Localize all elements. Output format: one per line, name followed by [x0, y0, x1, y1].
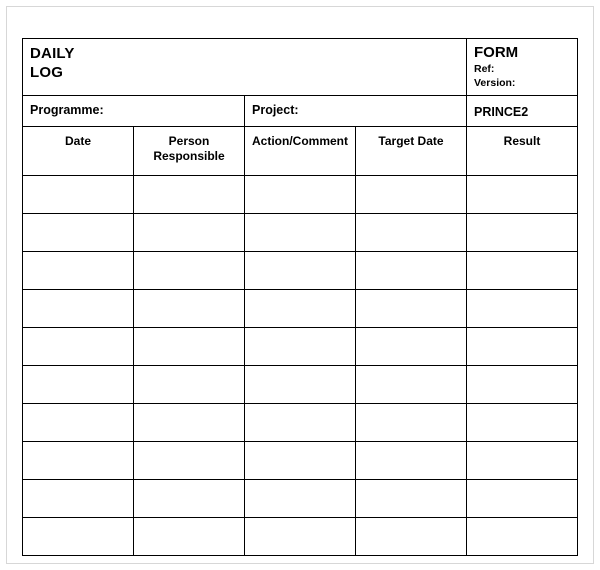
project-field[interactable] [245, 96, 467, 127]
programme-label: Programme: [30, 103, 104, 117]
cell-result[interactable] [467, 214, 578, 252]
cell-date[interactable] [23, 176, 134, 214]
cell-date[interactable] [23, 252, 134, 290]
table-header-row [23, 127, 578, 176]
project-label: Project: [252, 103, 299, 117]
column-header-target-date: Target Date [356, 127, 467, 176]
cell-result[interactable] [467, 176, 578, 214]
method-cell [467, 96, 578, 127]
table-row [23, 290, 578, 328]
cell-action[interactable] [245, 290, 356, 328]
cell-result[interactable] [467, 290, 578, 328]
version-label: Version: [474, 77, 516, 89]
method-label: PRINCE2 [474, 105, 529, 119]
document-title-line1: DAILY [30, 45, 75, 62]
cell-action[interactable] [245, 328, 356, 366]
document-title-cell [23, 39, 467, 96]
column-header-action-comment: Action/Comment [245, 127, 356, 176]
title-row [23, 39, 578, 96]
daily-log-table [22, 38, 578, 556]
programme-field[interactable] [23, 96, 245, 127]
cell-target-date[interactable] [356, 214, 467, 252]
cell-date[interactable] [23, 442, 134, 480]
table-row [23, 404, 578, 442]
table-row [23, 518, 578, 556]
table-row [23, 176, 578, 214]
cell-action[interactable] [245, 442, 356, 480]
cell-result[interactable] [467, 252, 578, 290]
cell-action[interactable] [245, 518, 356, 556]
cell-action[interactable] [245, 480, 356, 518]
cell-result[interactable] [467, 480, 578, 518]
column-header-date: Date [23, 127, 134, 176]
table-row [23, 366, 578, 404]
cell-action[interactable] [245, 214, 356, 252]
column-header-person-responsible: Person Responsible [134, 127, 245, 176]
cell-result[interactable] [467, 366, 578, 404]
cell-result[interactable] [467, 404, 578, 442]
cell-target-date[interactable] [356, 176, 467, 214]
cell-target-date[interactable] [356, 328, 467, 366]
cell-person[interactable] [134, 252, 245, 290]
cell-target-date[interactable] [356, 252, 467, 290]
cell-person[interactable] [134, 176, 245, 214]
cell-person[interactable] [134, 480, 245, 518]
cell-date[interactable] [23, 480, 134, 518]
cell-person[interactable] [134, 328, 245, 366]
table-row [23, 442, 578, 480]
table-row [23, 252, 578, 290]
cell-person[interactable] [134, 366, 245, 404]
daily-log-form [22, 38, 578, 556]
cell-target-date[interactable] [356, 518, 467, 556]
document-title-line2: LOG [30, 64, 64, 81]
form-label: FORM [474, 44, 519, 61]
cell-result[interactable] [467, 442, 578, 480]
cell-date[interactable] [23, 328, 134, 366]
cell-target-date[interactable] [356, 442, 467, 480]
cell-result[interactable] [467, 518, 578, 556]
cell-person[interactable] [134, 442, 245, 480]
cell-target-date[interactable] [356, 480, 467, 518]
cell-target-date[interactable] [356, 290, 467, 328]
cell-person[interactable] [134, 290, 245, 328]
cell-action[interactable] [245, 404, 356, 442]
cell-target-date[interactable] [356, 404, 467, 442]
form-meta-cell [467, 39, 578, 96]
cell-person[interactable] [134, 518, 245, 556]
cell-action[interactable] [245, 252, 356, 290]
cell-person[interactable] [134, 404, 245, 442]
programme-project-row [23, 96, 578, 127]
table-row [23, 214, 578, 252]
cell-result[interactable] [467, 328, 578, 366]
cell-date[interactable] [23, 290, 134, 328]
cell-date[interactable] [23, 214, 134, 252]
column-header-result: Result [467, 127, 578, 176]
cell-date[interactable] [23, 366, 134, 404]
cell-date[interactable] [23, 518, 134, 556]
cell-target-date[interactable] [356, 366, 467, 404]
ref-label: Ref: [474, 63, 495, 75]
cell-person[interactable] [134, 214, 245, 252]
table-row [23, 328, 578, 366]
table-row [23, 480, 578, 518]
cell-date[interactable] [23, 404, 134, 442]
cell-action[interactable] [245, 366, 356, 404]
cell-action[interactable] [245, 176, 356, 214]
